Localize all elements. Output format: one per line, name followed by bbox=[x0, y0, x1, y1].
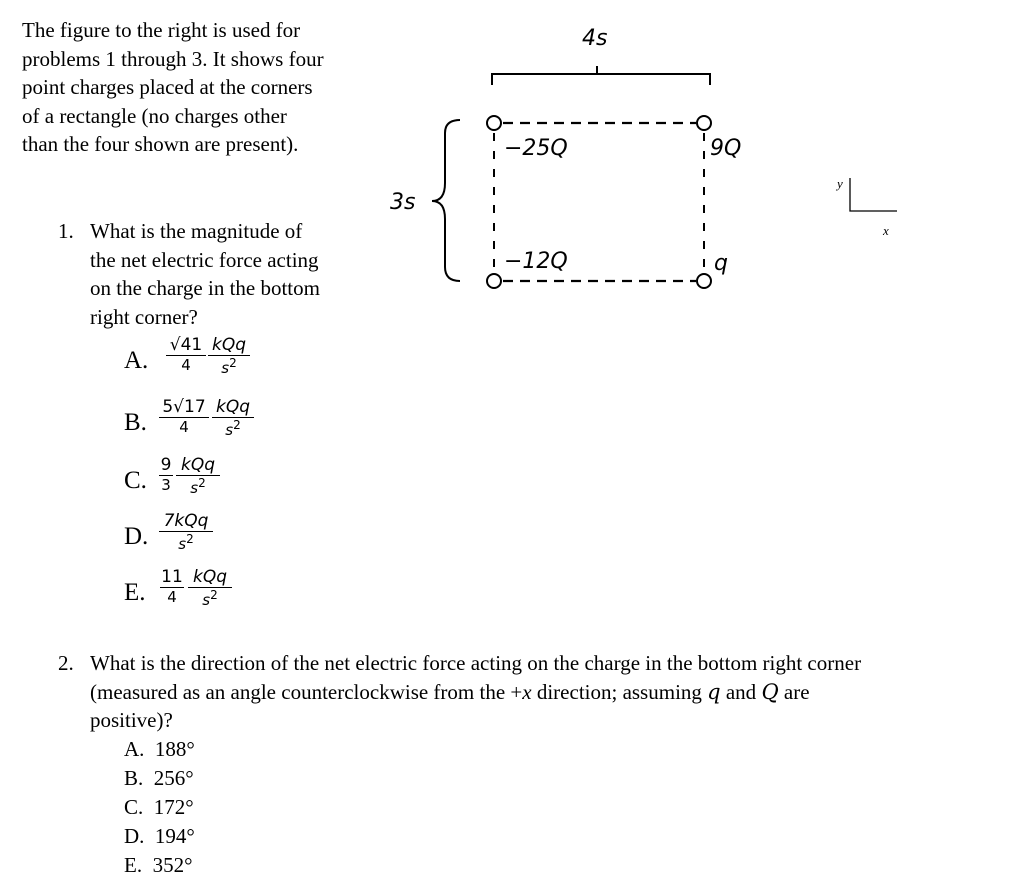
fraction-coefficient bbox=[166, 335, 206, 374]
fraction-units bbox=[208, 335, 250, 377]
answer-choice[interactable] bbox=[124, 764, 324, 793]
charge-top-left bbox=[487, 116, 501, 130]
superscript: 2 bbox=[229, 356, 237, 370]
denominator: 3 bbox=[161, 476, 171, 494]
numerator: 9 bbox=[160, 455, 172, 475]
intro-line: of a rectangle (no charges other bbox=[22, 103, 287, 128]
text-segment: direction; assuming bbox=[531, 679, 708, 704]
choice-letter: A. bbox=[124, 737, 145, 761]
answer-choice[interactable] bbox=[124, 735, 324, 764]
answer-choice[interactable] bbox=[124, 395, 284, 457]
choice-letter: E. bbox=[124, 853, 143, 877]
fraction-coefficient bbox=[160, 567, 184, 606]
question-number: 2. bbox=[58, 651, 74, 675]
choice-letter: A. bbox=[124, 347, 149, 374]
fraction-coefficient bbox=[159, 397, 209, 436]
choice-value: 256° bbox=[153, 766, 194, 790]
numerator: 5√17 bbox=[162, 397, 206, 417]
denominator: $s^2$ bbox=[202, 588, 218, 609]
choice-letter: B. bbox=[124, 409, 147, 436]
numerator: 11 bbox=[161, 567, 183, 587]
fraction-coefficient bbox=[159, 455, 173, 494]
question-line: the net electric force acting bbox=[90, 247, 319, 272]
fraction-units bbox=[176, 455, 220, 497]
question-line bbox=[90, 678, 975, 707]
math-q: q bbox=[707, 679, 721, 704]
question-2 bbox=[58, 649, 978, 733]
choice-value: 194° bbox=[154, 824, 195, 848]
denominator: 4 bbox=[181, 356, 191, 374]
denominator: $s^2$ bbox=[221, 356, 237, 377]
choice-letter: C. bbox=[124, 795, 144, 819]
question-line: What is the magnitude of bbox=[90, 219, 303, 243]
text-segment: (measured as an angle counterclockwise from the + bbox=[90, 679, 523, 704]
fraction-units bbox=[212, 397, 254, 439]
numerator: kQq bbox=[180, 455, 216, 475]
answer-choice[interactable] bbox=[124, 453, 284, 511]
answer-choice[interactable] bbox=[124, 333, 284, 395]
numerator: kQq bbox=[192, 567, 228, 587]
choice-value: 172° bbox=[153, 795, 194, 819]
answer-choice[interactable] bbox=[124, 509, 284, 567]
axes-indicator bbox=[825, 172, 905, 240]
q2-choices bbox=[124, 735, 324, 880]
numerator: kQq bbox=[215, 397, 251, 417]
width-bracket bbox=[492, 66, 710, 85]
choice-letter: C. bbox=[124, 467, 147, 494]
question-1 bbox=[58, 217, 358, 329]
question-line: What is the direction of the net electric force acting on the charge in the bottom right corner bbox=[90, 651, 862, 675]
question-text bbox=[90, 649, 975, 735]
question-text bbox=[90, 217, 380, 331]
intro-line: point charges placed at the corners bbox=[22, 75, 313, 100]
math-Q: Q bbox=[761, 679, 779, 704]
text-segment: are bbox=[778, 679, 810, 704]
height-brace bbox=[432, 120, 460, 281]
denominator: $s^2$ bbox=[190, 476, 206, 497]
x-axis-label: x bbox=[883, 223, 889, 238]
choice-letter: D. bbox=[124, 824, 145, 848]
axes-lines bbox=[850, 178, 897, 211]
denominator: $s^2$ bbox=[178, 532, 194, 553]
text-segment: and bbox=[720, 679, 762, 704]
charge-label-bottom-left: −12Q bbox=[504, 249, 568, 274]
answer-choice[interactable] bbox=[124, 565, 284, 623]
choice-letter: D. bbox=[124, 523, 149, 550]
intro-line: The figure to the right is used for bbox=[22, 18, 301, 42]
question-line: on the charge in the bottom bbox=[90, 276, 320, 301]
intro-line: problems 1 through 3. It shows four bbox=[22, 46, 324, 71]
numerator: √41 bbox=[169, 335, 203, 355]
answer-choice[interactable] bbox=[124, 793, 324, 822]
denominator: $s^2$ bbox=[225, 418, 241, 439]
denominator: 4 bbox=[167, 588, 177, 606]
charge-top-right bbox=[697, 116, 711, 130]
fraction-units bbox=[188, 567, 232, 609]
charge-bottom-left bbox=[487, 274, 501, 288]
charge-label-top-right: 9Q bbox=[710, 136, 742, 161]
numerator: 7kQq bbox=[163, 511, 209, 531]
fraction-units bbox=[159, 511, 213, 553]
answer-choice[interactable] bbox=[124, 851, 324, 880]
choice-letter: E. bbox=[124, 579, 146, 606]
question-number: 1. bbox=[58, 219, 74, 243]
question-line: positive)? bbox=[90, 708, 173, 733]
charge-rectangle-figure bbox=[370, 15, 770, 300]
charge-label-top-left: −25Q bbox=[504, 136, 568, 161]
answer-choice[interactable] bbox=[124, 822, 324, 851]
intro-paragraph bbox=[22, 16, 362, 159]
intro-line: than the four shown are present). bbox=[22, 132, 299, 157]
choice-value: 352° bbox=[152, 853, 193, 877]
superscript: 2 bbox=[198, 476, 206, 490]
superscript: 2 bbox=[186, 532, 194, 546]
choice-value: 188° bbox=[154, 737, 195, 761]
choice-letter: B. bbox=[124, 766, 144, 790]
height-label: 3s bbox=[390, 190, 416, 215]
y-axis-label: y bbox=[837, 176, 843, 191]
numerator: kQq bbox=[211, 335, 247, 355]
superscript: 2 bbox=[233, 418, 241, 432]
width-label: 4s bbox=[582, 26, 608, 51]
denominator: 4 bbox=[179, 418, 189, 436]
superscript: 2 bbox=[210, 588, 218, 602]
question-line: right corner? bbox=[90, 304, 198, 329]
charge-bottom-right bbox=[697, 274, 711, 288]
math-x: x bbox=[522, 679, 532, 704]
charge-label-bottom-right: q bbox=[714, 251, 728, 276]
